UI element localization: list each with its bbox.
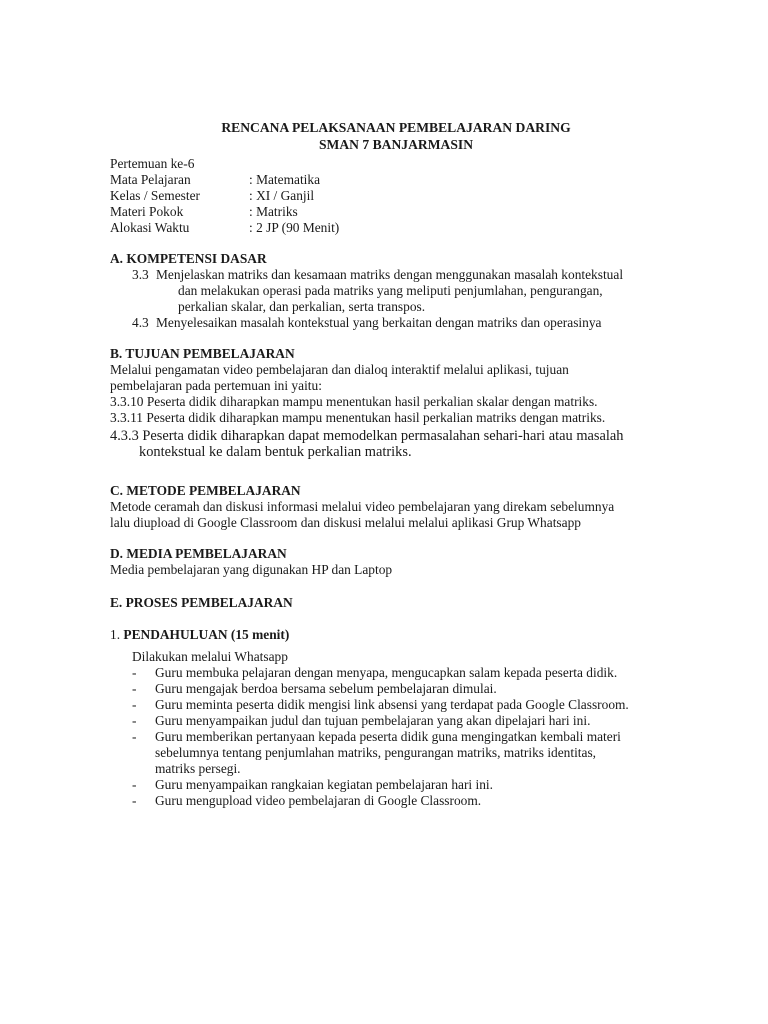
meta-key: Kelas / Semester: [110, 188, 200, 203]
meta-key: Materi Pokok: [110, 204, 184, 219]
list-item-text: Guru meminta peserta didik mengisi link absensi yang terdapat pada Google Classroom.: [155, 697, 629, 712]
meta-value: : XI / Ganjil: [249, 188, 315, 203]
competency-item: [110, 267, 670, 315]
delivery-note: Dilakukan melalui Whatsapp: [132, 649, 288, 664]
competency-item: [110, 315, 670, 331]
objective-item: 3.3.10 Peserta didik diharapkan mampu menentukan hasil perkalian skalar dengan matriks.: [110, 394, 598, 409]
competency-line: Menyelesaikan masalah kontekstual yang berkaitan dengan matriks dan operasinya: [156, 315, 602, 330]
meta-value: : 2 JP (90 Menit): [249, 220, 340, 235]
dash-marker: -: [132, 777, 137, 792]
section-a-heading: A. KOMPETENSI DASAR: [110, 251, 267, 266]
list-item-line: Guru memberikan pertanyaan kepada peserta didik guna mengingatkan kembali materi: [155, 729, 621, 744]
objective-item: 3.3.11 Peserta didik diharapkan mampu menentukan hasil perkalian matriks dengan matriks.: [110, 410, 606, 425]
list-item: [132, 697, 670, 713]
competency-number: 3.3: [132, 267, 149, 282]
paragraph-line: Melalui pengamatan video pembelajaran dan dialoq interaktif melalui aplikasi, tujuan: [110, 362, 569, 377]
list-item: [132, 793, 670, 809]
meta-row-time: [110, 220, 670, 236]
dash-marker: -: [132, 665, 137, 680]
objective-line: kontekstual ke dalam bentuk perkalian matriks.: [139, 444, 412, 460]
list-item: [132, 729, 670, 777]
paragraph-line: lalu diupload di Google Classroom dan diskusi melalui melalui aplikasi Grup Whatsapp: [110, 515, 581, 530]
objective-item: [110, 428, 670, 460]
list-item: [132, 681, 670, 697]
meeting-label: Pertemuan ke-6: [110, 156, 195, 171]
list-item-text: Guru menyampaikan judul dan tujuan pembelajaran yang akan dipelajari hari ini.: [155, 713, 591, 728]
section-d-heading: D. MEDIA PEMBELAJARAN: [110, 546, 287, 561]
dash-marker: -: [132, 681, 137, 696]
list-item-line: matriks persegi.: [155, 761, 241, 776]
section-e-heading: E. PROSES PEMBELAJARAN: [110, 595, 293, 610]
title-line-1: RENCANA PELAKSANAAN PEMBELAJARAN DARING: [221, 120, 571, 135]
subsection-title: PENDAHULUAN (15 menit): [123, 627, 290, 642]
meta-value: : Matriks: [249, 204, 298, 219]
dash-marker: -: [132, 697, 137, 712]
competency-text: [156, 315, 670, 331]
competency-line: perkalian skalar, dan perkalian, serta transpos.: [178, 299, 426, 314]
dash-marker: -: [132, 713, 137, 728]
list-item-line: sebelumnya tentang penjumlahan matriks, pengurangan matriks, matriks identitas,: [155, 745, 597, 760]
list-item: [132, 713, 670, 729]
meta-row-topic: [110, 204, 670, 220]
meta-row-class: [110, 188, 670, 204]
meta-row-subject: [110, 172, 670, 188]
meta-key: Alokasi Waktu: [110, 220, 190, 235]
media-paragraph: Media pembelajaran yang digunakan HP dan Laptop: [110, 562, 393, 577]
paragraph-line: Metode ceramah dan diskusi informasi melalui video pembelajaran yang direkam sebelumnya: [110, 499, 615, 514]
activity-list: [110, 665, 670, 809]
list-item-text: Guru mengajak berdoa bersama sebelum pembelajaran dimulai.: [155, 681, 497, 696]
document-title: [122, 119, 670, 153]
list-item: [132, 777, 670, 793]
method-paragraph: [110, 499, 670, 531]
competency-line: dan melakukan operasi pada matriks yang meliputi penjumlahan, pengurangan,: [178, 283, 603, 298]
section-b-heading: B. TUJUAN PEMBELAJARAN: [110, 346, 295, 361]
list-item-text: [155, 729, 670, 777]
competency-number: 4.3: [132, 315, 149, 330]
list-item-text: Guru mengupload video pembelajaran di Google Classroom.: [155, 793, 482, 808]
list-item-text: Guru membuka pelajaran dengan menyapa, mengucapkan salam kepada peserta didik.: [155, 665, 618, 680]
subsection-number: 1.: [110, 627, 121, 642]
objective-line: 4.3.3 Peserta didik diharapkan dapat memodelkan permasalahan sehari-hari atau masalah: [110, 428, 624, 444]
competency-line: Menjelaskan matriks dan kesamaan matriks dengan menggunakan masalah kontekstual: [156, 267, 624, 282]
list-item-text: Guru menyampaikan rangkaian kegiatan pembelajaran hari ini.: [155, 777, 493, 792]
list-item: [132, 665, 670, 681]
dash-marker: -: [132, 793, 137, 808]
meta-block: [110, 156, 670, 236]
title-line-2: SMAN 7 BANJARMASIN: [318, 137, 474, 152]
objectives-intro: [110, 362, 670, 394]
meta-value: : Matematika: [249, 172, 321, 187]
lesson-plan-document: [110, 119, 670, 809]
meta-key: Mata Pelajaran: [110, 172, 191, 187]
paragraph-line: pembelajaran pada pertemuan ini yaitu:: [110, 378, 322, 393]
section-c-heading: C. METODE PEMBELAJARAN: [110, 483, 301, 498]
dash-marker: -: [132, 729, 137, 744]
competency-text: [156, 267, 670, 315]
subsection-heading: [110, 627, 670, 643]
